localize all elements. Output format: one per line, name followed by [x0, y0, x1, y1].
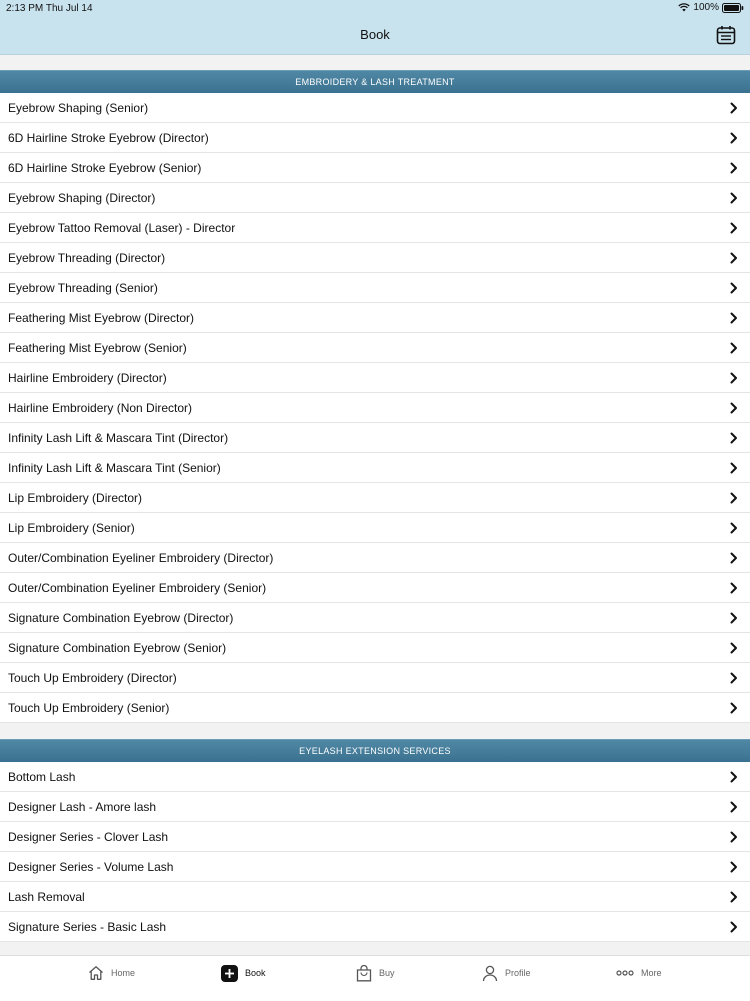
tab-more-label: More: [641, 968, 662, 978]
nav-header: [0, 16, 750, 55]
tab-buy-label: Buy: [379, 968, 395, 978]
page-title: Book: [360, 27, 390, 42]
list-item[interactable]: [0, 483, 750, 513]
list-item-label: Feathering Mist Eyebrow (Director): [8, 311, 195, 325]
home-icon: [88, 965, 104, 981]
list-item-label: Hairline Embroidery (Non Director): [8, 401, 193, 415]
chevron-right-icon: [730, 522, 738, 534]
battery-icon: [722, 3, 744, 13]
list-item[interactable]: [0, 822, 750, 852]
list-item-label: Eyebrow Shaping (Senior): [8, 101, 149, 115]
chevron-right-icon: [730, 891, 738, 903]
plus-square-icon: [221, 965, 238, 982]
tab-more[interactable]: [616, 962, 662, 984]
list-item-label: Outer/Combination Eyeliner Embroidery (Director): [8, 551, 274, 565]
chevron-right-icon: [730, 582, 738, 594]
list-item[interactable]: [0, 693, 750, 723]
list-item[interactable]: [0, 273, 750, 303]
chevron-right-icon: [730, 831, 738, 843]
person-icon: [482, 965, 498, 982]
list-item-label: Outer/Combination Eyeliner Embroidery (Senior): [8, 581, 267, 595]
list-item[interactable]: [0, 303, 750, 333]
status-time: 2:13 PM Thu Jul 14: [6, 3, 93, 14]
chevron-right-icon: [730, 402, 738, 414]
chevron-right-icon: [730, 342, 738, 354]
list-item-label: Eyebrow Shaping (Director): [8, 191, 156, 205]
chevron-right-icon: [730, 462, 738, 474]
section-header-eyelash: EYELASH EXTENSION SERVICES: [0, 739, 750, 762]
list-item[interactable]: [0, 573, 750, 603]
list-item-label: 6D Hairline Stroke Eyebrow (Director): [8, 131, 209, 145]
status-right: [678, 2, 744, 13]
section-header-embroidery: EMBROIDERY & LASH TREATMENT: [0, 70, 750, 93]
list-item-label: 6D Hairline Stroke Eyebrow (Senior): [8, 161, 202, 175]
tab-profile[interactable]: [482, 962, 531, 984]
chevron-right-icon: [730, 612, 738, 624]
list-item-label: Touch Up Embroidery (Director): [8, 671, 177, 685]
chevron-right-icon: [730, 432, 738, 444]
list-item[interactable]: [0, 213, 750, 243]
list-item-label: Lip Embroidery (Senior): [8, 521, 135, 535]
tab-bar: [0, 955, 750, 1001]
chevron-right-icon: [730, 702, 738, 714]
section-rows-embroidery: [0, 93, 750, 723]
section-rows-eyelash: [0, 762, 750, 942]
chevron-right-icon: [730, 132, 738, 144]
list-item[interactable]: [0, 663, 750, 693]
list-item[interactable]: [0, 513, 750, 543]
service-list[interactable]: [0, 70, 750, 942]
list-item[interactable]: [0, 363, 750, 393]
list-item[interactable]: [0, 393, 750, 423]
tab-home[interactable]: [88, 962, 135, 984]
list-item-label: Eyebrow Tattoo Removal (Laser) - Director: [8, 221, 236, 235]
chevron-right-icon: [730, 222, 738, 234]
chevron-right-icon: [730, 372, 738, 384]
list-item[interactable]: [0, 912, 750, 942]
list-item-label: Designer Series - Clover Lash: [8, 830, 169, 844]
list-item-label: Feathering Mist Eyebrow (Senior): [8, 341, 187, 355]
list-item[interactable]: [0, 453, 750, 483]
list-item-label: Lip Embroidery (Director): [8, 491, 143, 505]
list-item[interactable]: [0, 93, 750, 123]
list-item-label: Bottom Lash: [8, 770, 76, 784]
list-item-label: Lash Removal: [8, 890, 85, 904]
list-item[interactable]: [0, 333, 750, 363]
tab-book-label: Book: [245, 968, 266, 978]
list-item-label: Signature Combination Eyebrow (Senior): [8, 641, 227, 655]
tab-buy[interactable]: [356, 962, 395, 984]
list-item[interactable]: [0, 792, 750, 822]
list-item-label: Infinity Lash Lift & Mascara Tint (Director): [8, 431, 229, 445]
chevron-right-icon: [730, 552, 738, 564]
chevron-right-icon: [730, 921, 738, 933]
chevron-right-icon: [730, 492, 738, 504]
list-item[interactable]: [0, 852, 750, 882]
list-item[interactable]: [0, 243, 750, 273]
list-item[interactable]: [0, 762, 750, 792]
list-item[interactable]: [0, 882, 750, 912]
chevron-right-icon: [730, 801, 738, 813]
chevron-right-icon: [730, 192, 738, 204]
shopping-bag-icon: [356, 965, 372, 982]
battery-percent: 100%: [693, 2, 719, 13]
list-item[interactable]: [0, 183, 750, 213]
chevron-right-icon: [730, 282, 738, 294]
chevron-right-icon: [730, 102, 738, 114]
list-item[interactable]: [0, 423, 750, 453]
chevron-right-icon: [730, 771, 738, 783]
list-item-label: Designer Series - Volume Lash: [8, 860, 174, 874]
chevron-right-icon: [730, 672, 738, 684]
tab-home-label: Home: [111, 968, 136, 978]
chevron-right-icon: [730, 312, 738, 324]
chevron-right-icon: [730, 861, 738, 873]
list-item-label: Designer Lash - Amore lash: [8, 800, 157, 814]
list-item-label: Eyebrow Threading (Director): [8, 251, 166, 265]
tab-book[interactable]: [221, 962, 266, 984]
list-item-label: Hairline Embroidery (Director): [8, 371, 167, 385]
list-item[interactable]: [0, 153, 750, 183]
status-bar: [0, 0, 750, 16]
chevron-right-icon: [730, 162, 738, 174]
list-item-label: Touch Up Embroidery (Senior): [8, 701, 170, 715]
list-item-label: Infinity Lash Lift & Mascara Tint (Senior): [8, 461, 221, 475]
list-item-label: Eyebrow Threading (Senior): [8, 281, 158, 295]
list-item[interactable]: [0, 603, 750, 633]
more-dots-icon: [616, 970, 634, 976]
list-item-label: Signature Combination Eyebrow (Director): [8, 611, 234, 625]
wifi-icon: [678, 3, 690, 12]
list-item[interactable]: [0, 123, 750, 153]
list-item-label: Signature Series - Basic Lash: [8, 920, 167, 934]
list-item[interactable]: [0, 633, 750, 663]
chevron-right-icon: [730, 642, 738, 654]
chevron-right-icon: [730, 252, 738, 264]
tab-profile-label: Profile: [505, 968, 531, 978]
calendar-icon[interactable]: [716, 25, 736, 45]
list-item[interactable]: [0, 543, 750, 573]
section-gap: [0, 723, 750, 739]
